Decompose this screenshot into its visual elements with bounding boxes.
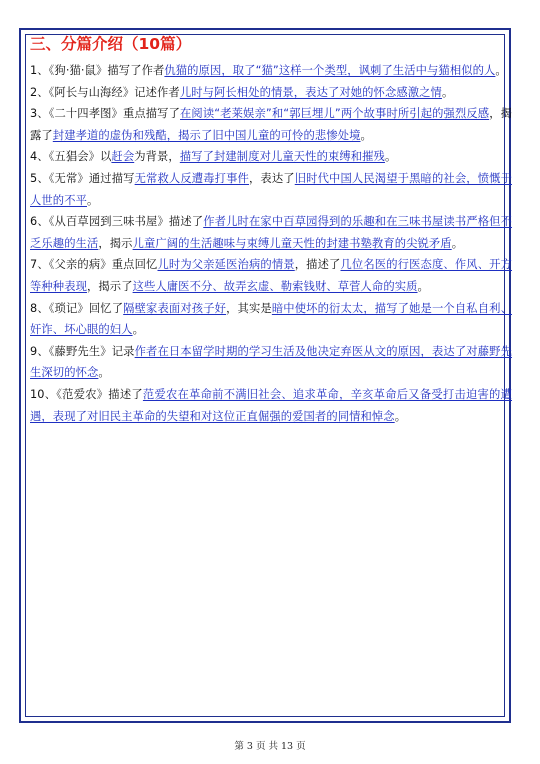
item-list <box>30 60 512 427</box>
underlined-text: 封建孝道的虚伪和残酷，揭示了旧中国儿童的可怜的悲惨处境 <box>52 128 361 142</box>
item-text: ，揭露了 <box>30 107 512 142</box>
item-number: 10、 <box>30 387 57 401</box>
item-text: 《狗·猫·鼠》描写了作者 <box>48 64 165 77</box>
item-text: 。 <box>98 366 110 380</box>
list-item <box>30 341 512 384</box>
item-text: ，其实是 <box>226 301 272 315</box>
item-number: 3、 <box>30 107 49 121</box>
item-text: 《二十四孝图》重点描写了 <box>48 107 181 121</box>
item-text: 《范爱农》描述了 <box>56 387 143 401</box>
list-item <box>30 103 512 146</box>
item-text: 。 <box>451 236 464 250</box>
item-number: 2、 <box>30 85 49 99</box>
list-item <box>30 146 512 168</box>
item-text: 为背景， <box>134 150 180 164</box>
item-number: 4、 <box>30 150 49 164</box>
list-item <box>30 211 512 254</box>
item-number: 5、 <box>30 171 49 185</box>
page-number: 第 3 页 共 13 页 <box>234 741 306 752</box>
underlined-text: 儿童广阔的生活趣味与束缚儿童天性的封建书塾教育的尖锐矛盾 <box>132 236 452 250</box>
item-text: 《琐记》回忆了 <box>48 301 124 315</box>
section-content <box>30 34 512 427</box>
item-text: ，描述了 <box>294 258 341 272</box>
underlined-text: 隔壁家表面对孩子好 <box>123 301 227 315</box>
item-text: 《父亲的病》重点回忆 <box>48 258 158 272</box>
item-number: 9、 <box>30 344 49 358</box>
underlined-text: 作者儿时在家中百草园得到的乐趣和在三味书屋读书严格但不乏乐趣的生活 <box>30 215 512 250</box>
underlined-text: 赶会 <box>111 150 135 164</box>
underlined-text: 作者在日本留学时期的学习生活及他决定弃医从文的原因，表达了对藤野先生深切的怀念 <box>30 344 512 380</box>
item-text: 《藤野先生》记录 <box>48 344 135 358</box>
item-text: ，揭示 <box>98 236 133 250</box>
item-text: 《无常》通过描写 <box>48 171 135 185</box>
item-text: 《五猖会》以 <box>48 150 112 164</box>
section-heading: 三、分篇介绍（10篇） <box>30 35 192 53</box>
item-text: 。 <box>495 64 507 77</box>
list-item <box>30 168 512 211</box>
underlined-text: 范爱农在革命前不满旧社会、追求革命，辛亥革命后又备受打击迫害的遭遇，表现了对旧民主革命的失望和对这位正直倔强的爱国者的同情和悼念 <box>30 387 512 423</box>
underlined-text: 几位名医的行医态度、作风、开方等种种表现 <box>30 258 512 293</box>
list-item <box>30 298 512 341</box>
item-number: 6、 <box>30 215 49 229</box>
list-item <box>30 384 512 427</box>
item-number: 8、 <box>30 301 49 315</box>
item-text: 。 <box>87 193 99 207</box>
item-text: 。 <box>394 409 407 423</box>
item-number: 1、 <box>30 64 49 77</box>
underlined-text: 无常救人反遭毒打事件 <box>134 171 249 185</box>
underlined-text: 暗中使坏的衍太太，描写了她是一个自私自利、奸诈、坏心眼的妇人 <box>30 301 512 337</box>
list-item <box>30 254 512 297</box>
underlined-text: 这些人庸医不分、故弄玄虚、勒索钱财、草菅人命的实质 <box>132 279 418 293</box>
item-number: 7、 <box>30 258 49 272</box>
item-text: ，揭示了 <box>87 279 133 293</box>
item-text: 《从百草园到三味书屋》描述了 <box>48 215 204 229</box>
item-text: 。 <box>132 323 144 337</box>
item-text: 《阿长与山海经》记述作者 <box>48 85 180 99</box>
item-text: ，表达了 <box>248 171 295 185</box>
item-text: 。 <box>384 150 397 164</box>
underlined-text: 描写了封建制度对儿童天性的束缚和摧残 <box>179 150 385 164</box>
underlined-text: 在阅读“老莱娱亲”和“郭巨埋儿”两个故事时所引起的强烈反感 <box>180 107 490 121</box>
item-text: 。 <box>360 128 372 142</box>
item-text: 。 <box>417 279 429 293</box>
list-item <box>30 82 512 104</box>
list-item <box>30 60 512 82</box>
item-text: 。 <box>441 85 454 99</box>
underlined-text: 儿时与阿长相处的情景，表达了对她的怀念感激之情 <box>179 85 442 99</box>
underlined-text: 仇猫的原因，取了“猫”这样一个类型，讽刺了生活中与猫相似的人 <box>164 64 496 77</box>
underlined-text: 旧时代中国人民渴望于黑暗的社会，愤慨于人世的不平 <box>30 171 512 207</box>
underlined-text: 儿时为父亲延医治病的情景 <box>157 258 295 272</box>
